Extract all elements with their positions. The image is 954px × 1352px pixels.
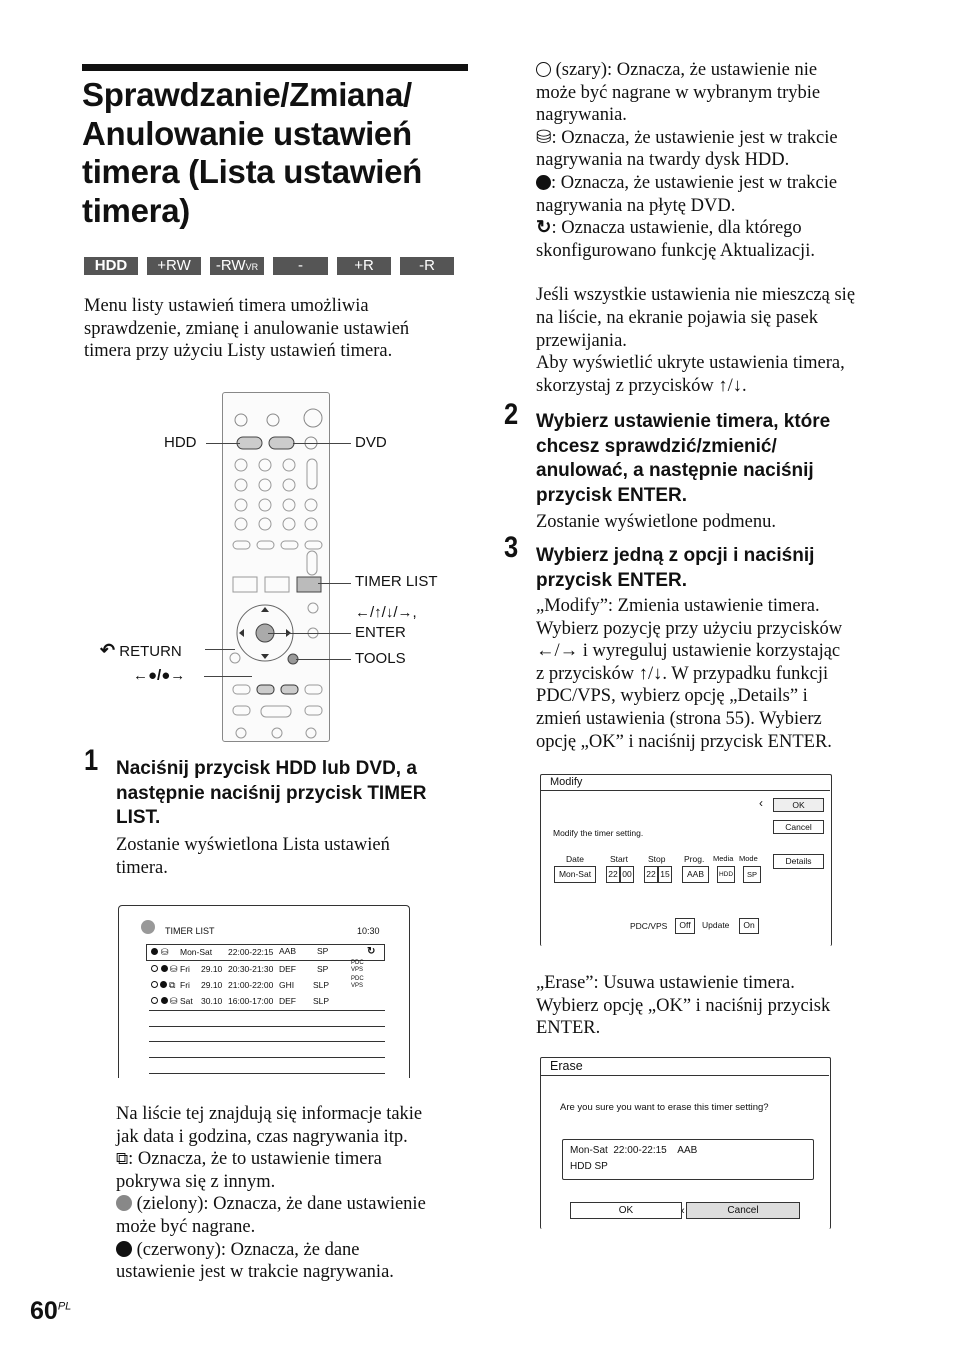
ok-button[interactable]: OK xyxy=(570,1202,682,1219)
text-line: z przycisków ↑/↓. W przypadku funkcji xyxy=(536,663,829,684)
spacer xyxy=(536,262,896,284)
cell-prog: DEF xyxy=(279,996,296,1006)
cell-date: 29.10 xyxy=(201,964,223,974)
text-line: skorzystaj z przycisków ↑/↓. xyxy=(536,375,747,396)
start-minute-field[interactable]: 00 xyxy=(620,866,634,883)
gray-circle-icon xyxy=(536,62,551,77)
text-line: następnie naciśnij przycisk TIMER xyxy=(116,782,427,804)
row-divider xyxy=(149,1041,385,1042)
page-number-value: 60 xyxy=(30,1297,58,1325)
text-line: może być nagrane. xyxy=(116,1216,256,1237)
modify-prompt: Modify the timer setting. xyxy=(553,828,644,838)
step-1-heading xyxy=(116,757,476,831)
text-line: jak data i godzina, czas nagrywania itp. xyxy=(116,1126,408,1147)
text-line: Menu listy ustawień timera umożliwia xyxy=(84,296,369,316)
text-line: „Modify”: Zmienia ustawienie timera. xyxy=(536,596,820,616)
text-line: Naciśnij przycisk HDD lub DVD, a xyxy=(116,758,417,779)
text-line: anulować, a następnie naciśnij xyxy=(536,460,814,481)
header-stop: Stop xyxy=(648,854,666,864)
text-line: ustawienie jest w trakcie nagrywania. xyxy=(116,1262,394,1283)
text-line: może być nagrane w wybranym trybie xyxy=(536,82,821,103)
legend-gray xyxy=(536,59,896,82)
legend-dvd xyxy=(536,172,896,195)
cell-mode: SP xyxy=(317,964,329,974)
timer-list-title: TIMER LIST xyxy=(165,926,215,936)
hdd-icon: ⛁ xyxy=(536,127,552,148)
text-line: Na liście tej znajdują się informacje takie xyxy=(116,1104,423,1124)
gray-circle-icon xyxy=(151,981,158,988)
step-3-body xyxy=(536,595,916,753)
prog-field[interactable]: AAB xyxy=(682,866,709,883)
stop-hour-field[interactable]: 22 xyxy=(644,866,658,883)
text-line: pokrywa się z innym. xyxy=(116,1171,276,1192)
details-button[interactable]: Details xyxy=(773,854,824,869)
title-rule xyxy=(82,64,468,71)
return-icon: ↶ xyxy=(100,640,116,660)
cell-day: Fri xyxy=(180,980,190,990)
title-line: timera) xyxy=(82,191,190,229)
overlap-icon: ⧉ xyxy=(169,980,176,990)
legend-red xyxy=(116,1239,476,1262)
cell-time: 20:30-21:30 xyxy=(228,964,274,974)
dvd-disc-icon xyxy=(160,981,167,988)
row-divider xyxy=(149,1073,385,1074)
text-line: PDC/VPS, wybierz opcję „Details” i xyxy=(536,686,808,707)
remote-buttons-icon xyxy=(223,393,331,743)
text-line: ←/→ i wyreguluj ustawienie korzystając xyxy=(536,641,841,662)
badge-label: -RW xyxy=(215,257,246,274)
cell-day: Sat xyxy=(180,996,193,1006)
intro-paragraph xyxy=(84,295,474,363)
leader-line xyxy=(206,443,240,444)
table-row[interactable] xyxy=(151,960,381,976)
update-icon: ↻ xyxy=(536,218,552,239)
mode-field[interactable]: SP xyxy=(743,866,761,883)
text-line: przewijania. xyxy=(536,330,627,351)
text-line: opcję „OK” i naciśnij przycisk ENTER. xyxy=(536,731,832,752)
page-title xyxy=(82,76,482,230)
cell-time: 22:00-22:15 xyxy=(228,947,274,957)
text-line: sprawdzenie, zmianę i anulowanie ustawień xyxy=(84,318,410,339)
step-number: 2 xyxy=(504,398,519,431)
header-prog: Prog. xyxy=(684,854,705,864)
dvd-disc-icon xyxy=(536,175,551,190)
pdc-label: PDC/VPS xyxy=(630,921,668,931)
table-row[interactable] xyxy=(151,947,381,959)
erase-summary-box xyxy=(562,1139,814,1180)
leader-line xyxy=(293,443,351,444)
text-line: przycisk ENTER. xyxy=(536,569,687,591)
text-line: : Oznacza, że ustawienie jest w trakcie xyxy=(551,172,838,193)
cell-day: Fri xyxy=(180,964,190,974)
cell-mode: SLP xyxy=(313,996,330,1006)
text-line: Zostanie wyświetlona Lista ustawień xyxy=(116,835,390,855)
text-line: skonfigurowano funkcję Aktualizacji. xyxy=(536,240,815,261)
leader-line xyxy=(318,583,351,584)
text-line: Wybierz ustawienie timera, które xyxy=(536,411,831,432)
label-dvd: DVD xyxy=(355,434,387,451)
ok-button[interactable]: OK xyxy=(773,798,824,812)
cell-mode: SLP xyxy=(313,980,330,990)
title-line: Anulowanie ustawień xyxy=(82,114,412,152)
label-timer-list: TIMER LIST xyxy=(355,573,438,590)
cell-pdc: PDC VPS xyxy=(351,976,364,989)
start-hour-field[interactable]: 22 xyxy=(606,866,620,883)
label-text: RETURN xyxy=(119,643,182,660)
header-start: Start xyxy=(610,854,628,864)
selector-arrow-icon: ‹ xyxy=(681,1205,685,1217)
legend-paragraph-right xyxy=(536,59,896,397)
leader-line xyxy=(204,676,252,677)
badge-hdd: HDD xyxy=(84,257,138,275)
update-field[interactable]: On xyxy=(739,918,759,934)
label-return xyxy=(100,640,182,661)
title-divider xyxy=(541,1075,829,1076)
text-line: chcesz sprawdzić/zmienić/ xyxy=(536,435,777,457)
text-line: zmień ustawienia (strona 55). Wybierz xyxy=(536,708,822,729)
stop-minute-field[interactable]: 15 xyxy=(658,866,672,883)
cell-mode: SP xyxy=(317,946,329,956)
record-dot-icon xyxy=(151,948,158,955)
text-line: Wybierz pozycję przy użyciu przycisków xyxy=(536,618,843,639)
hdd-icon: ⛁ xyxy=(170,996,178,1006)
text-line: Aby wyświetlić ukryte ustawienia timera, xyxy=(536,353,845,374)
page-language: PL xyxy=(57,1300,72,1313)
label-arrows: ←/↑/↓/→, xyxy=(355,604,417,621)
text-line: timera. xyxy=(116,857,168,878)
text-line: Wybierz jedną z opcji i naciśnij xyxy=(536,545,815,566)
text-line: (czerwony): Oznacza, że dane xyxy=(132,1239,360,1260)
record-dot-icon xyxy=(161,997,168,1004)
text-line: timera przy użyciu Listy ustawień timera. xyxy=(84,341,393,362)
text-line: LIST. xyxy=(116,807,161,828)
text-line: : Oznacza ustawienie, dla którego xyxy=(551,218,802,239)
label-hdd: HDD xyxy=(164,434,197,451)
summary-line: HDD SP xyxy=(570,1161,608,1172)
text-line: przycisk ENTER. xyxy=(536,484,687,506)
step-1-body xyxy=(116,834,390,879)
row-divider xyxy=(149,1010,385,1011)
leader-line xyxy=(268,633,351,634)
record-dot-icon xyxy=(161,965,168,972)
hdd-icon: ⛁ xyxy=(161,947,169,957)
media-badges xyxy=(84,257,454,292)
legend-paragraph xyxy=(116,1103,476,1284)
table-row[interactable] xyxy=(151,976,381,992)
page-number xyxy=(30,1297,71,1326)
cell-time: 16:00-17:00 xyxy=(228,996,274,1006)
step-number: 1 xyxy=(84,744,99,777)
modify-title: Modify xyxy=(550,776,583,788)
text-line: Wybierz opcję „OK” i naciśnij przycisk xyxy=(536,995,831,1016)
text-line: : Oznacza, że ustawienie jest w trakcie xyxy=(551,127,838,148)
text-line: nagrywania. xyxy=(536,105,627,126)
cell-time: 21:00-22:00 xyxy=(228,980,274,990)
badge-rw-vr xyxy=(210,257,264,275)
badge-sub: Video xyxy=(301,280,325,290)
header-date: Date xyxy=(566,854,584,864)
badge-plus-r: +R xyxy=(337,257,391,275)
media-field[interactable]: HDD xyxy=(717,866,735,883)
cell-prog: GHI xyxy=(279,980,295,990)
text-line: „Erase”: Usuwa ustawienie timera. xyxy=(536,973,795,993)
selector-arrow-icon: ‹ xyxy=(759,796,763,810)
remote-control-illustration xyxy=(222,392,330,742)
step-2-heading xyxy=(536,410,916,508)
overlap-icon: ⧉ xyxy=(116,1149,129,1169)
green-circle-icon xyxy=(116,1195,132,1211)
cancel-button[interactable]: Cancel xyxy=(686,1202,800,1219)
text-line: nagrywania na twardy dysk HDD. xyxy=(536,150,790,171)
badge-sub: VR xyxy=(245,262,259,272)
text-line: : Oznacza, że to ustawienie timera xyxy=(128,1149,382,1170)
cell-day: Mon-Sat xyxy=(180,947,213,957)
label-skip: ←●/●→ xyxy=(133,667,186,684)
legend-hdd xyxy=(536,127,896,150)
label-tools: TOOLS xyxy=(355,650,406,667)
modify-dialog xyxy=(540,774,832,946)
label-enter: ENTER xyxy=(355,624,406,641)
cell-date: 29.10 xyxy=(201,980,223,990)
text-line: ENTER. xyxy=(536,1018,601,1039)
timer-list-clock: 10:30 xyxy=(357,926,380,936)
badge-plus-rw: +RW xyxy=(147,257,201,275)
title-divider xyxy=(541,790,830,791)
pdc-field[interactable]: Off xyxy=(675,918,695,934)
hdd-icon: ⛁ xyxy=(170,964,178,974)
header-mode: Mode xyxy=(739,854,758,863)
text-line: (zielony): Oznacza, że dane ustawienie xyxy=(132,1194,426,1215)
text-line: Jeśli wszystkie ustawienia nie mieszczą się xyxy=(536,285,856,306)
header-media: Media xyxy=(713,854,734,863)
row-divider xyxy=(149,1057,385,1058)
legend-green xyxy=(116,1193,476,1216)
badge-minus-r: -R xyxy=(400,257,454,275)
clock-icon xyxy=(141,920,155,934)
cell-date: 30.10 xyxy=(201,996,223,1006)
step-number: 3 xyxy=(504,531,519,564)
summary-line: Mon-Sat 22:00-22:15 AAB xyxy=(570,1145,698,1156)
date-field[interactable]: Mon-Sat xyxy=(554,866,596,883)
erase-title: Erase xyxy=(550,1059,583,1073)
erase-paragraph xyxy=(536,972,906,1040)
text-line: (szary): Oznacza, że ustawienie nie xyxy=(551,60,818,80)
cell-prog: AAB xyxy=(279,946,297,956)
row-divider xyxy=(149,1026,385,1027)
update-label: Update xyxy=(702,920,730,930)
update-icon: ↻ xyxy=(367,946,376,957)
badge-label: -RW xyxy=(277,257,303,292)
leader-line xyxy=(205,649,235,650)
table-row[interactable] xyxy=(151,996,381,1008)
erase-dialog xyxy=(540,1057,831,1229)
erase-prompt: Are you sure you want to erase this timer setting? xyxy=(560,1102,769,1113)
text-line: na liście, na ekranie pojawia się pasek xyxy=(536,307,819,328)
cell-pdc: PDC VPS xyxy=(351,960,364,973)
title-line: timera (Lista ustawień xyxy=(82,153,422,190)
legend-overlap xyxy=(116,1148,476,1171)
step-2-body: Zostanie wyświetlone podmenu. xyxy=(536,512,776,532)
leader-line xyxy=(296,659,351,660)
title-line: Sprawdzanie/Zmiana/ xyxy=(82,76,412,113)
legend-update xyxy=(536,217,896,240)
gray-circle-icon xyxy=(151,997,158,1004)
red-circle-icon xyxy=(116,1241,132,1257)
text-line: nagrywania na płytę DVD. xyxy=(536,195,736,216)
cell-prog: DEF xyxy=(279,964,296,974)
timer-list-screen xyxy=(118,905,410,1078)
cancel-button[interactable]: Cancel xyxy=(773,820,824,834)
step-3-heading xyxy=(536,544,916,593)
badge-rw-video xyxy=(273,257,328,292)
gray-circle-icon xyxy=(151,965,158,972)
